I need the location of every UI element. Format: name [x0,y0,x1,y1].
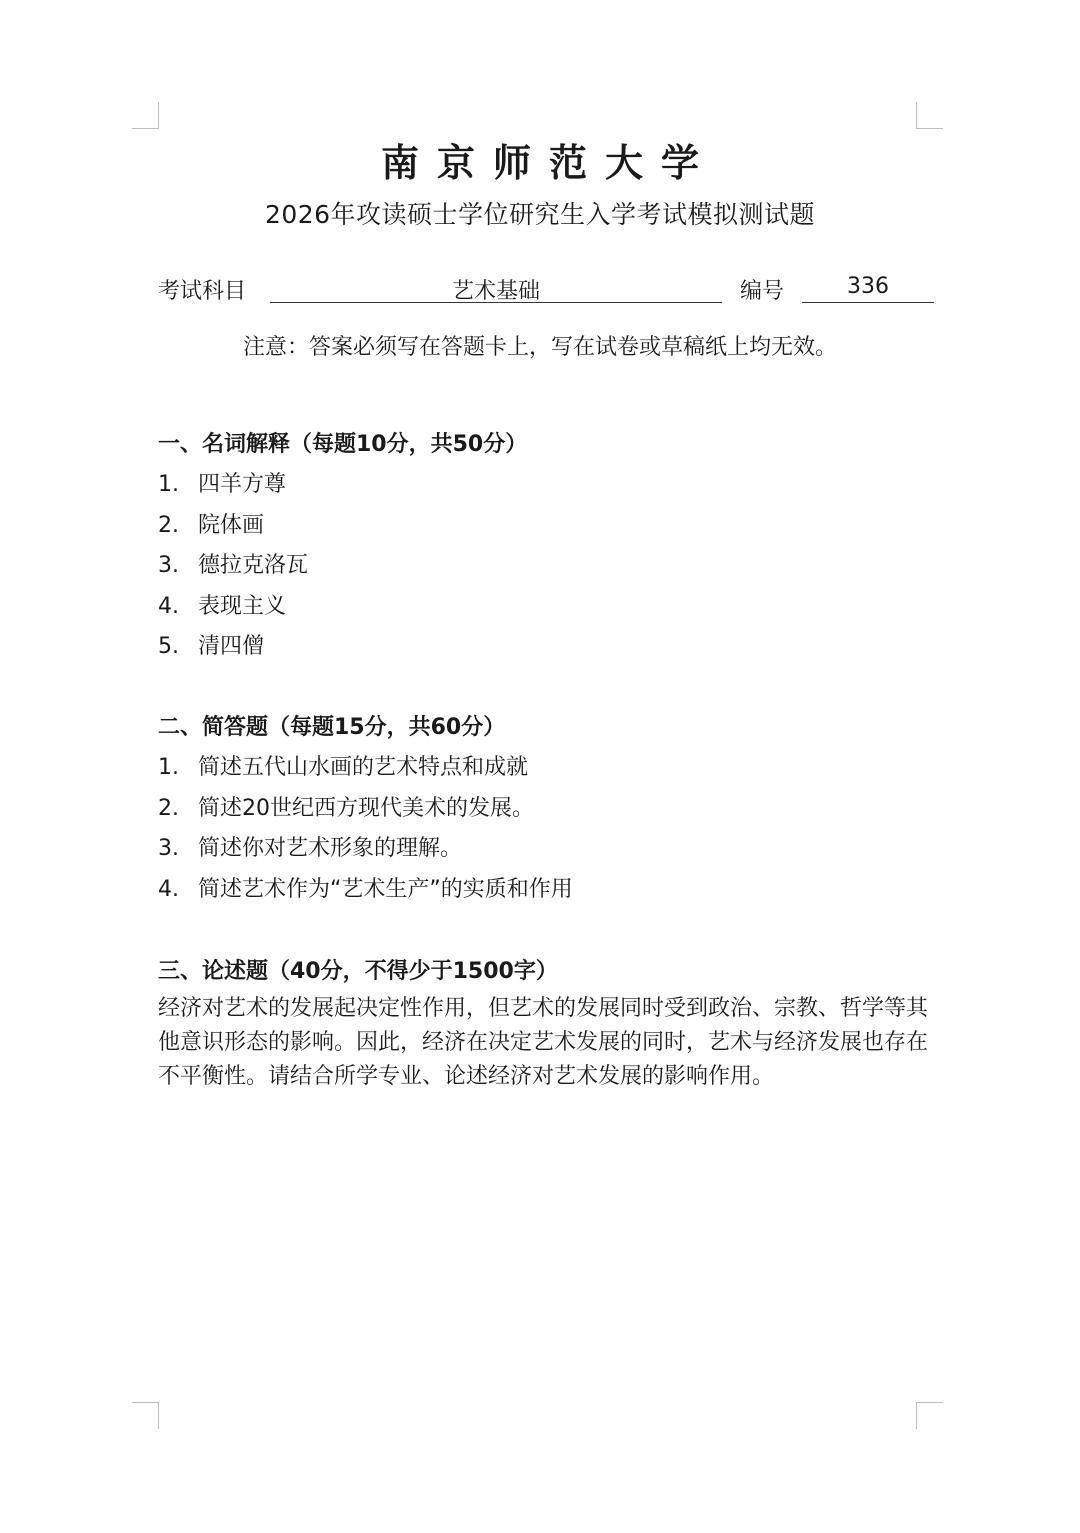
question-number: 2. [158,795,179,821]
university-title: 南京师范大学 [380,141,717,185]
question-number: 4. [158,876,179,902]
subject-row [158,274,934,306]
section-heading: 二、简答题（每题15分，共60分） [158,715,506,740]
question-item [158,627,928,668]
question-text: 表现主义 [198,593,287,619]
question-number: 3. [158,836,179,861]
section-term-definitions [158,425,928,668]
question-item [158,748,928,789]
crop-mark-bottom-left [132,1402,159,1429]
question-number: 3. [158,553,179,578]
question-number: 1. [158,755,179,780]
question-item [158,546,928,587]
question-text: 简述五代山水画的艺术特点和成就 [198,755,529,780]
question-item [158,829,928,870]
question-number: 5. [158,634,179,659]
question-number: 1. [158,472,179,497]
question-text: 德拉克洛瓦 [198,553,309,578]
question-text: 院体画 [198,512,265,538]
question-number: 2. [158,512,179,538]
question-number: 4. [158,593,179,619]
question-item [158,465,928,506]
question-item [158,870,928,911]
question-item [158,506,928,547]
section-short-answer [158,708,928,910]
question-text: 简述你对艺术形象的理解。 [198,836,463,861]
question-text: 简述艺术作为“艺术生产”的实质和作用 [198,876,573,902]
section-heading: 一、名词解释（每题10分，共50分） [158,432,528,457]
crop-mark-top-right [916,102,943,129]
question-text: 四羊方尊 [198,472,287,497]
exam-title: 2026年攻读硕士学位研究生入学考试模拟测试题 [264,200,816,229]
code-label: 编号 [740,279,785,304]
section-essay [158,952,928,1094]
question-text: 简述20世纪西方现代美术的发展。 [198,795,534,821]
question-item [158,789,928,830]
crop-mark-top-left [132,102,159,129]
question-text: 清四僧 [198,634,265,659]
question-item [158,587,928,628]
notice-text: 注意：答案必须写在答题卡上，写在试卷或草稿纸上均无效。 [242,335,837,360]
subject-field: 艺术基础 [270,274,722,303]
section-heading: 三、论述题（40分，不得少于1500字） [158,959,558,984]
code-field: 336 [802,274,934,303]
essay-prompt: 经济对艺术的发展起决定性作用，但艺术的发展同时受到政治、宗教、哲学等其他意识形态的影响。因此，经济在决定艺术发展的同时，艺术与经济发展也存在不平衡性。请结合所学专业、论述经济对艺术发展的影响作用。 [158,996,929,1089]
crop-mark-bottom-right [916,1402,943,1429]
subject-label: 考试科目 [158,279,247,304]
